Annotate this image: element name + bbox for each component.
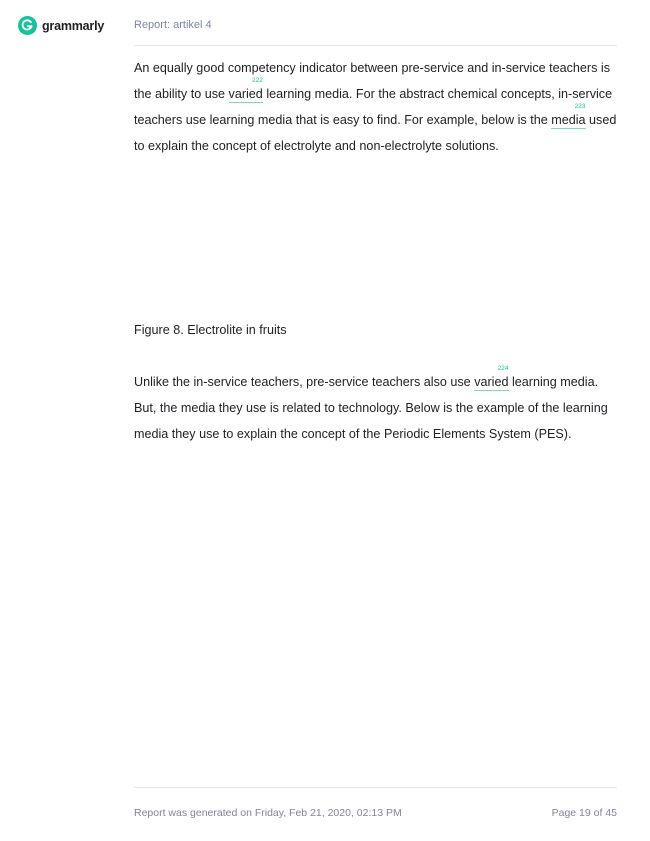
grammarly-logo bbox=[18, 16, 104, 35]
grammar-highlight[interactable] bbox=[474, 365, 509, 391]
highlighted-word: media bbox=[551, 113, 586, 127]
page-number: Page 19 of 45 bbox=[551, 807, 617, 819]
paragraph-text: learning media. But, the media they use is related to technology. Below is the example of the learning media they use to explain the concept of the Periodic Elements System (PES). bbox=[134, 375, 608, 441]
grammar-highlight[interactable] bbox=[228, 77, 263, 103]
paragraph-text: An equally good competency indicator between pre-service and in-service teachers is the ability to use bbox=[134, 61, 611, 101]
issue-number: 222 bbox=[251, 77, 263, 84]
issue-number: 223 bbox=[574, 103, 586, 110]
grammarly-logo-icon bbox=[18, 16, 37, 35]
highlighted-word: varied bbox=[474, 375, 509, 389]
figure-caption: Figure 8. Electrolite in fruits bbox=[134, 323, 287, 337]
paragraph-text: used to explain the concept of electrolyte and non-electrolyte solutions. bbox=[134, 113, 617, 153]
highlighted-word: varied bbox=[228, 87, 263, 101]
issue-number: 224 bbox=[497, 365, 509, 372]
paragraph-1 bbox=[134, 55, 617, 159]
brand-name: grammarly bbox=[42, 18, 105, 33]
footer-divider bbox=[134, 787, 617, 788]
report-title: Report: artikel 4 bbox=[134, 19, 212, 31]
paragraph-text: Unlike the in-service teachers, pre-service teachers also use bbox=[134, 375, 475, 389]
header-divider bbox=[134, 45, 617, 46]
paragraph-text: learning media. For the abstract chemical concepts, in-service teachers use learning media that is easy to find. For example, below is the bbox=[134, 87, 613, 127]
paragraph-2 bbox=[134, 365, 617, 447]
grammar-highlight[interactable] bbox=[551, 103, 586, 129]
report-generated-date: Report was generated on Friday, Feb 21, 2020, 02:13 PM bbox=[134, 807, 402, 819]
